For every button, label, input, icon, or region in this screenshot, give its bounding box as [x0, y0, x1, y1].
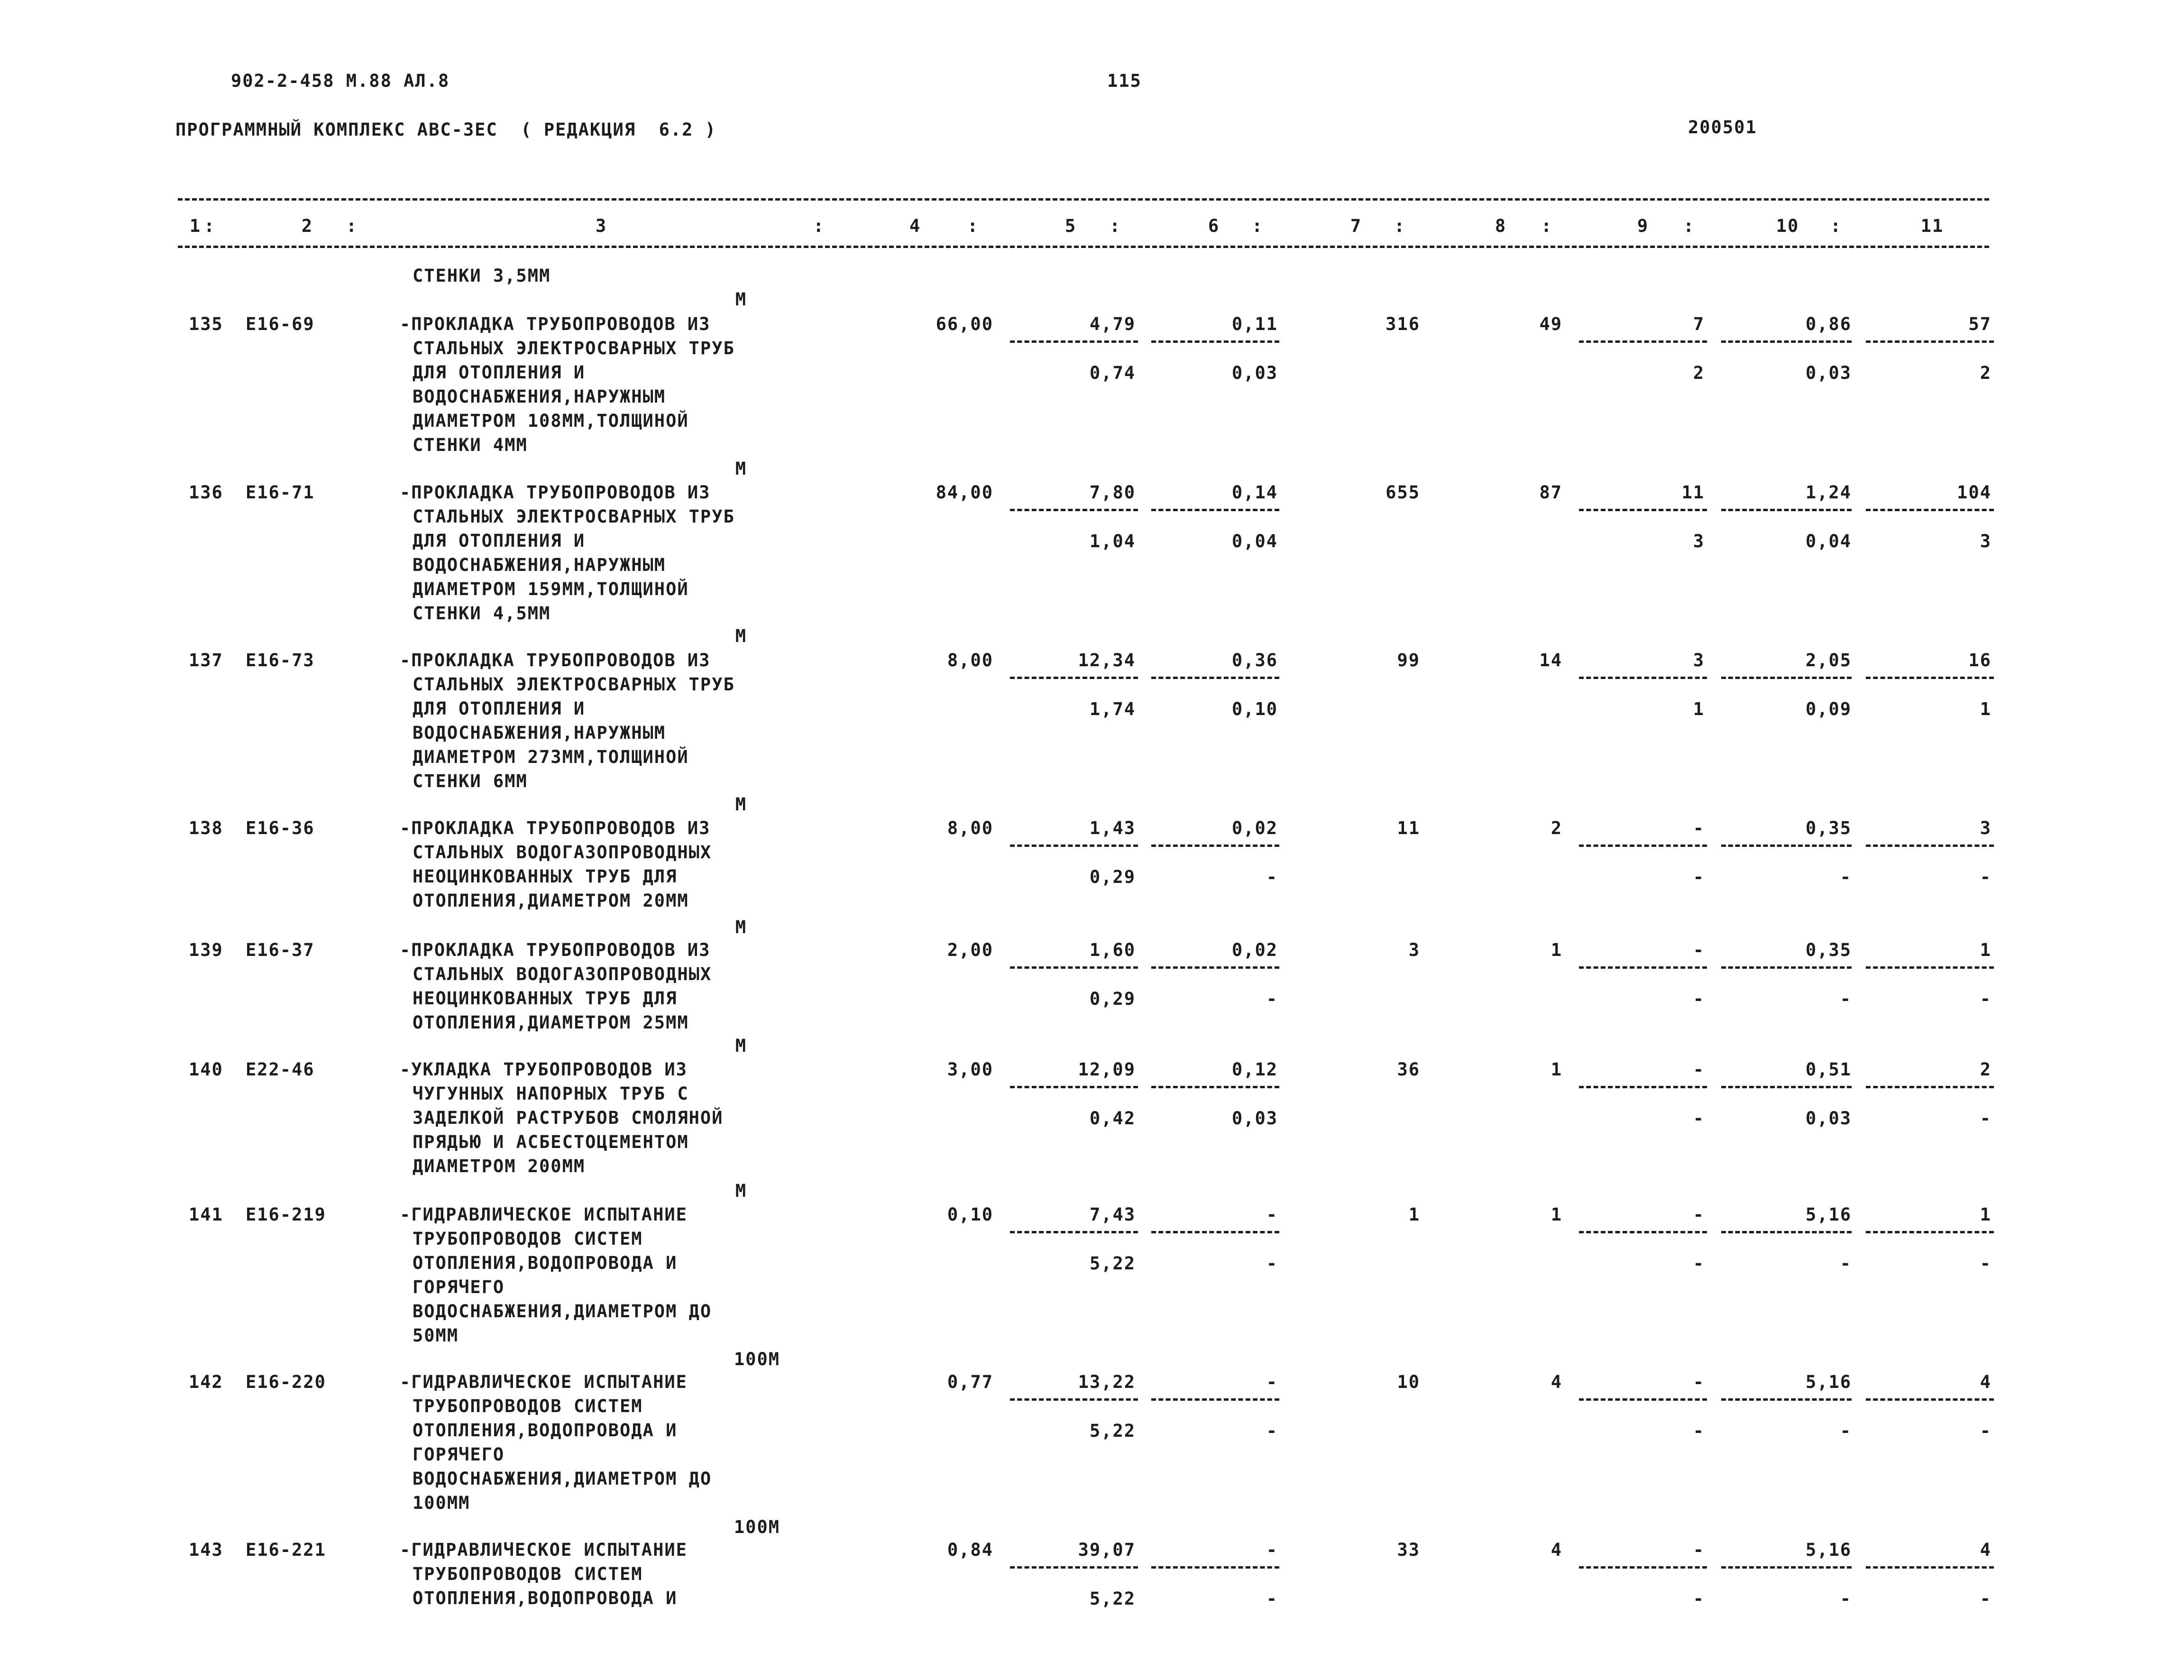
column-separator: :: [1394, 216, 1406, 236]
row-number: 142: [189, 1372, 223, 1392]
column-header-1: 1: [189, 216, 202, 236]
cell-total-machine: -: [1693, 940, 1705, 960]
row-description-line: ЗАДЕЛКОЙ РАСТРУБОВ СМОЛЯНОЙ: [413, 1108, 724, 1128]
column-separator: :: [1110, 216, 1121, 236]
row-description-line: ПРЯДЬЮ И АСБЕСТОЦЕМЕНТОМ: [413, 1132, 689, 1152]
row-description-line: 50ММ: [413, 1325, 459, 1346]
row-number: 136: [189, 482, 223, 503]
cell-unit-cost: 39,07: [1078, 1540, 1136, 1560]
column-separator: :: [1252, 216, 1264, 236]
cell-quantity: 84,00: [936, 482, 993, 503]
cell-machine-cost: 0,36: [1231, 650, 1278, 670]
cell-total-wages: 2: [1551, 818, 1562, 838]
cell-machine-cost-wages: 0,04: [1231, 531, 1278, 551]
column-header-7: 7: [1350, 216, 1362, 236]
fraction-rule: [1866, 1231, 1994, 1233]
cell-total-machine-wages: -: [1693, 1253, 1705, 1274]
cell-unit-cost-wages: 0,42: [1089, 1108, 1136, 1129]
fraction-rule: [1866, 1086, 1994, 1088]
cell-total-cost: 99: [1397, 650, 1420, 670]
cell-total-machine: -: [1693, 1540, 1705, 1560]
program-title: ПРОГРАММНЫЙ КОМПЛЕКС АВС-3ЕС ( РЕДАКЦИЯ 6.2 ): [175, 119, 716, 140]
fraction-rule: [1151, 1231, 1279, 1233]
cell-labor-total: 1: [1980, 940, 1991, 960]
row-description-line: СТАЛЬНЫХ ЭЛЕКТРОСВАРНЫХ ТРУБ: [413, 506, 735, 527]
cell-unit-cost: 7,43: [1089, 1204, 1136, 1225]
row-code: Е16-221: [246, 1540, 326, 1560]
cell-machine-cost-wages: -: [1266, 989, 1278, 1009]
document-code: 902-2-458 М.88 АЛ.8: [231, 71, 450, 91]
cell-total-machine-wages: -: [1693, 867, 1705, 887]
fraction-rule: [1579, 340, 1707, 343]
column-separator: :: [813, 216, 825, 236]
row-description-line: НЕОЦИНКОВАННЫХ ТРУБ ДЛЯ: [413, 866, 678, 887]
fraction-rule: [1151, 1566, 1279, 1569]
cell-labor-total: 2: [1980, 1059, 1991, 1080]
fraction-rule: [1010, 1566, 1138, 1569]
cell-quantity: 0,77: [947, 1372, 993, 1392]
cell-total-cost: 316: [1386, 314, 1420, 334]
cell-total-machine-wages: -: [1693, 1588, 1705, 1609]
cell-unit-cost-wages: 0,74: [1089, 363, 1136, 383]
row-description-line: ДИАМЕТРОМ 159ММ,ТОЛЩИНОЙ: [413, 579, 689, 599]
row-description-line: ВОДОСНАБЖЕНИЯ,НАРУЖНЫМ: [413, 723, 666, 743]
cell-unit-cost: 1,60: [1089, 940, 1136, 960]
row-number: 143: [189, 1540, 223, 1560]
row-description-line: ОТОПЛЕНИЯ,ВОДОПРОВОДА И: [413, 1420, 678, 1441]
row-description-line: ДЛЯ ОТОПЛЕНИЯ И: [413, 698, 586, 719]
unit-label: М: [735, 289, 747, 310]
cell-labor-unit: 1,24: [1805, 482, 1852, 503]
cell-total-machine: -: [1693, 1204, 1705, 1225]
row-code: Е16-220: [246, 1372, 326, 1392]
row-description-line: ТРУБОПРОВОДОВ СИСТЕМ: [413, 1229, 643, 1249]
cell-total-wages: 49: [1539, 314, 1562, 334]
row-description-line: СТЕНКИ 4,5ММ: [413, 603, 551, 624]
fraction-rule: [1721, 677, 1852, 679]
cell-labor-unit: 0,86: [1805, 314, 1852, 334]
cell-total-machine: 3: [1693, 650, 1705, 670]
row-description-line: ОТОПЛЕНИЯ,ВОДОПРОВОДА И: [413, 1588, 678, 1608]
row-code: Е22-46: [246, 1059, 315, 1080]
cell-labor-unit: 5,16: [1805, 1372, 1852, 1392]
cell-total-wages: 4: [1551, 1372, 1562, 1392]
row-number: 137: [189, 650, 223, 670]
unit-label: 100М: [734, 1517, 780, 1537]
unit-label: М: [735, 794, 747, 815]
row-description-line: -ПРОКЛАДКА ТРУБОПРОВОДОВ ИЗ: [400, 314, 711, 334]
cell-labor-total-machine: -: [1980, 989, 1991, 1009]
cell-machine-cost-wages: 0,03: [1231, 363, 1278, 383]
fraction-rule: [1010, 1398, 1138, 1401]
fraction-rule: [1151, 1086, 1279, 1088]
cell-labor-unit: 5,16: [1805, 1540, 1852, 1560]
cell-total-machine-wages: 1: [1693, 699, 1705, 719]
cell-quantity: 0,84: [947, 1540, 993, 1560]
row-description-line: ВОДОСНАБЖЕНИЯ,НАРУЖНЫМ: [413, 555, 666, 575]
fraction-rule: [1721, 845, 1852, 847]
cell-total-machine: 11: [1681, 482, 1705, 503]
fraction-rule: [1010, 1086, 1138, 1088]
fraction-rule: [1579, 509, 1707, 511]
fraction-rule: [1151, 340, 1279, 343]
row-description-line: ВОДОСНАБЖЕНИЯ,ДИАМЕТРОМ ДО: [413, 1469, 712, 1489]
cell-machine-cost-wages: -: [1266, 1253, 1278, 1274]
row-code: Е16-73: [246, 650, 315, 670]
row-description-line: ОТОПЛЕНИЯ,ДИАМЕТРОМ 20ММ: [413, 890, 689, 911]
fraction-rule: [1010, 845, 1138, 847]
column-separator: :: [1683, 216, 1695, 236]
cell-labor-unit-machine: 0,03: [1805, 1108, 1852, 1129]
fraction-rule: [1866, 509, 1994, 511]
cell-total-wages: 87: [1539, 482, 1562, 503]
column-header-3: 3: [595, 216, 607, 236]
cell-total-cost: 10: [1397, 1372, 1420, 1392]
fraction-rule: [1010, 966, 1138, 969]
cell-labor-unit-machine: -: [1840, 1588, 1852, 1609]
cell-labor-total: 3: [1980, 818, 1991, 838]
row-description-line: -ПРОКЛАДКА ТРУБОПРОВОДОВ ИЗ: [400, 818, 711, 838]
cell-labor-total: 16: [1968, 650, 1991, 670]
cell-unit-cost-wages: 5,22: [1089, 1588, 1136, 1609]
row-description-line: ОТОПЛЕНИЯ,ВОДОПРОВОДА И: [413, 1253, 678, 1273]
cell-unit-cost: 12,09: [1078, 1059, 1136, 1080]
cell-labor-unit: 0,51: [1805, 1059, 1852, 1080]
cell-total-machine-wages: -: [1693, 1108, 1705, 1129]
fraction-rule: [1151, 677, 1279, 679]
cell-total-cost: 3: [1408, 940, 1420, 960]
cell-total-machine: -: [1693, 1059, 1705, 1080]
cell-labor-total-machine: -: [1980, 867, 1991, 887]
fraction-rule: [1866, 1398, 1994, 1401]
cell-quantity: 66,00: [936, 314, 993, 334]
cell-labor-unit-machine: -: [1840, 867, 1852, 887]
cell-total-machine: -: [1693, 1372, 1705, 1392]
row-description-line: ДЛЯ ОТОПЛЕНИЯ И: [413, 362, 586, 383]
column-header-8: 8: [1495, 216, 1507, 236]
cell-total-wages: 14: [1539, 650, 1562, 670]
fraction-rule: [1579, 677, 1707, 679]
cell-quantity: 0,10: [947, 1204, 993, 1225]
column-separator: :: [204, 216, 216, 236]
row-description-line: СТАЛЬНЫХ ЭЛЕКТРОСВАРНЫХ ТРУБ: [413, 338, 735, 358]
cell-unit-cost-wages: 0,29: [1089, 989, 1136, 1009]
row-code: Е16-69: [246, 314, 315, 334]
row-number: 138: [189, 818, 223, 838]
cell-quantity: 2,00: [947, 940, 993, 960]
row-number: 135: [189, 314, 223, 334]
cell-unit-cost-wages: 0,29: [1089, 867, 1136, 887]
row-description-line: ДЛЯ ОТОПЛЕНИЯ И: [413, 531, 586, 551]
cell-quantity: 3,00: [947, 1059, 993, 1080]
cell-unit-cost: 13,22: [1078, 1372, 1136, 1392]
row-description-line: ТРУБОПРОВОДОВ СИСТЕМ: [413, 1564, 643, 1584]
header-bottom-rule: [178, 246, 1989, 248]
column-header-4: 4: [909, 216, 921, 236]
cell-unit-cost: 1,43: [1089, 818, 1136, 838]
cell-total-cost: 1: [1408, 1204, 1420, 1225]
cell-labor-unit: 2,05: [1805, 650, 1852, 670]
cell-labor-total-machine: 2: [1980, 363, 1991, 383]
column-separator: :: [1830, 216, 1842, 236]
document-id: 200501: [1688, 117, 1757, 138]
cell-labor-total: 57: [1968, 314, 1991, 334]
row-description-line: НЕОЦИНКОВАННЫХ ТРУБ ДЛЯ: [413, 988, 678, 1009]
row-description-line: СТАЛЬНЫХ ЭЛЕКТРОСВАРНЫХ ТРУБ: [413, 674, 735, 695]
cell-total-wages: 1: [1551, 1059, 1562, 1080]
fraction-rule: [1151, 1398, 1279, 1401]
cell-machine-cost-wages: 0,03: [1231, 1108, 1278, 1129]
fraction-rule: [1866, 1566, 1994, 1569]
cell-total-cost: 11: [1397, 818, 1420, 838]
cell-labor-total-machine: -: [1980, 1421, 1991, 1441]
cell-total-cost: 33: [1397, 1540, 1420, 1560]
column-separator: :: [967, 216, 979, 236]
fraction-rule: [1151, 966, 1279, 969]
fraction-rule: [1721, 1231, 1852, 1233]
cell-machine-cost-wages: -: [1266, 1588, 1278, 1609]
fraction-rule: [1010, 340, 1138, 343]
fraction-rule: [1721, 1398, 1852, 1401]
cell-labor-total: 4: [1980, 1540, 1991, 1560]
fraction-rule: [1579, 1566, 1707, 1569]
cell-labor-total-machine: 3: [1980, 531, 1991, 551]
unit-label: М: [735, 459, 747, 479]
fraction-rule: [1866, 677, 1994, 679]
fraction-rule: [1579, 966, 1707, 969]
cell-total-machine-wages: 2: [1693, 363, 1705, 383]
cell-machine-cost-wages: -: [1266, 867, 1278, 887]
cell-labor-total: 1: [1980, 1204, 1991, 1225]
column-separator: :: [346, 216, 358, 236]
cell-unit-cost: 7,80: [1089, 482, 1136, 503]
row-description-line: -ПРОКЛАДКА ТРУБОПРОВОДОВ ИЗ: [400, 650, 711, 670]
row-description-line: ДИАМЕТРОМ 108ММ,ТОЛЩИНОЙ: [413, 411, 689, 431]
fraction-rule: [1721, 1086, 1852, 1088]
row-description-line: ОТОПЛЕНИЯ,ДИАМЕТРОМ 25ММ: [413, 1012, 689, 1033]
unit-label: М: [735, 1181, 747, 1201]
cell-machine-cost: -: [1266, 1372, 1278, 1392]
cell-unit-cost-wages: 5,22: [1089, 1421, 1136, 1441]
fraction-rule: [1151, 509, 1279, 511]
row-description-line: СТЕНКИ 4ММ: [413, 435, 528, 455]
cell-labor-unit-machine: 0,03: [1805, 363, 1852, 383]
row-code: Е16-71: [246, 482, 315, 503]
row-description-line: -УКЛАДКА ТРУБОПРОВОДОВ ИЗ: [400, 1059, 688, 1080]
cell-labor-unit: 0,35: [1805, 940, 1852, 960]
fraction-rule: [1151, 845, 1279, 847]
row-number: 141: [189, 1204, 223, 1225]
unit-label: М: [735, 626, 747, 646]
cell-machine-cost: 0,02: [1231, 940, 1278, 960]
row-description-line: ГОРЯЧЕГО: [413, 1277, 505, 1297]
fraction-rule: [1721, 966, 1852, 969]
fraction-rule: [1721, 340, 1852, 343]
cell-labor-unit-machine: -: [1840, 1421, 1852, 1441]
column-header-5: 5: [1064, 216, 1077, 236]
fraction-rule: [1579, 1231, 1707, 1233]
row-code: Е16-36: [246, 818, 315, 838]
cell-labor-total-machine: -: [1980, 1253, 1991, 1274]
cell-total-cost: 655: [1386, 482, 1420, 503]
unit-label: М: [735, 1036, 747, 1056]
cell-total-machine: 7: [1693, 314, 1705, 334]
cell-labor-unit: 5,16: [1805, 1204, 1852, 1225]
cell-machine-cost: 0,14: [1231, 482, 1278, 503]
row-number: 140: [189, 1059, 223, 1080]
cell-quantity: 8,00: [947, 650, 993, 670]
row-number: 139: [189, 940, 223, 960]
row-description-line: СТАЛЬНЫХ ВОДОГАЗОПРОВОДНЫХ: [413, 964, 712, 984]
row-description-line: -ГИДРАВЛИЧЕСКОЕ ИСПЫТАНИЕ: [400, 1540, 688, 1560]
cell-machine-cost: 0,02: [1231, 818, 1278, 838]
cell-unit-cost-wages: 1,74: [1089, 699, 1136, 719]
page-number: 115: [1107, 71, 1142, 91]
cell-quantity: 8,00: [947, 818, 993, 838]
cell-machine-cost: -: [1266, 1204, 1278, 1225]
fraction-rule: [1579, 1398, 1707, 1401]
cell-total-wages: 1: [1551, 940, 1562, 960]
row-description-line: СТЕНКИ 6ММ: [413, 771, 528, 791]
fraction-rule: [1721, 1566, 1852, 1569]
fraction-rule: [1579, 1086, 1707, 1088]
cell-machine-cost: -: [1266, 1540, 1278, 1560]
header-top-rule: [178, 198, 1989, 201]
fraction-rule: [1010, 677, 1138, 679]
row-code: Е16-219: [246, 1204, 326, 1225]
cell-total-machine-wages: 3: [1693, 531, 1705, 551]
cell-labor-total: 4: [1980, 1372, 1991, 1392]
column-header-6: 6: [1208, 216, 1220, 236]
cell-unit-cost-wages: 5,22: [1089, 1253, 1136, 1274]
cell-labor-total: 104: [1957, 482, 1991, 503]
cell-labor-total-machine: 1: [1980, 699, 1991, 719]
row-description-line: ТРУБОПРОВОДОВ СИСТЕМ: [413, 1396, 643, 1416]
row-description-line: -ПРОКЛАДКА ТРУБОПРОВОДОВ ИЗ: [400, 940, 711, 960]
cell-machine-cost-wages: -: [1266, 1421, 1278, 1441]
column-separator: :: [1541, 216, 1553, 236]
column-header-9: 9: [1637, 216, 1649, 236]
row-description-line: -ПРОКЛАДКА ТРУБОПРОВОДОВ ИЗ: [400, 482, 711, 503]
cell-unit-cost: 12,34: [1078, 650, 1136, 670]
unit-label: М: [735, 917, 747, 937]
cell-labor-unit-machine: 0,09: [1805, 699, 1852, 719]
cell-labor-total-machine: -: [1980, 1108, 1991, 1129]
column-header-10: 10: [1776, 216, 1799, 236]
fraction-rule: [1866, 966, 1994, 969]
fraction-rule: [1010, 509, 1138, 511]
cell-unit-cost: 4,79: [1089, 314, 1136, 334]
unit-label: 100М: [734, 1349, 780, 1369]
row-description-line: СТАЛЬНЫХ ВОДОГАЗОПРОВОДНЫХ: [413, 842, 712, 863]
cell-machine-cost: 0,12: [1231, 1059, 1278, 1080]
row-description-line: ВОДОСНАБЖЕНИЯ,ДИАМЕТРОМ ДО: [413, 1301, 712, 1322]
row-description-line: 100ММ: [413, 1493, 470, 1513]
cell-total-wages: 1: [1551, 1204, 1562, 1225]
fraction-rule: [1010, 1231, 1138, 1233]
row-code: Е16-37: [246, 940, 315, 960]
row-description-line: ВОДОСНАБЖЕНИЯ,НАРУЖНЫМ: [413, 386, 666, 407]
row-description-line: -ГИДРАВЛИЧЕСКОЕ ИСПЫТАНИЕ: [400, 1204, 688, 1225]
cell-total-machine-wages: -: [1693, 989, 1705, 1009]
cell-labor-unit-machine: 0,04: [1805, 531, 1852, 551]
row-description-line: ГОРЯЧЕГО: [413, 1444, 505, 1465]
column-header-2: 2: [301, 216, 313, 236]
fraction-rule: [1721, 509, 1852, 511]
cell-labor-unit-machine: -: [1840, 1253, 1852, 1274]
column-header-11: 11: [1920, 216, 1944, 236]
cell-total-machine: -: [1693, 818, 1705, 838]
cell-machine-cost: 0,11: [1231, 314, 1278, 334]
row-description-line: ДИАМЕТРОМ 200ММ: [413, 1156, 586, 1176]
cell-machine-cost-wages: 0,10: [1231, 699, 1278, 719]
cell-total-wages: 4: [1551, 1540, 1562, 1560]
cell-unit-cost-wages: 1,04: [1089, 531, 1136, 551]
cell-labor-unit-machine: -: [1840, 989, 1852, 1009]
fraction-rule: [1866, 340, 1994, 343]
row-description-line: -ГИДРАВЛИЧЕСКОЕ ИСПЫТАНИЕ: [400, 1372, 688, 1392]
cell-labor-unit: 0,35: [1805, 818, 1852, 838]
fraction-rule: [1866, 845, 1994, 847]
cell-total-cost: 36: [1397, 1059, 1420, 1080]
cell-total-machine-wages: -: [1693, 1421, 1705, 1441]
row-description-line: ЧУГУННЫХ НАПОРНЫХ ТРУБ С: [413, 1083, 689, 1104]
continuation-text: СТЕНКИ 3,5ММ: [413, 266, 551, 286]
fraction-rule: [1579, 845, 1707, 847]
cell-labor-total-machine: -: [1980, 1588, 1991, 1609]
row-description-line: ДИАМЕТРОМ 273ММ,ТОЛЩИНОЙ: [413, 747, 689, 767]
